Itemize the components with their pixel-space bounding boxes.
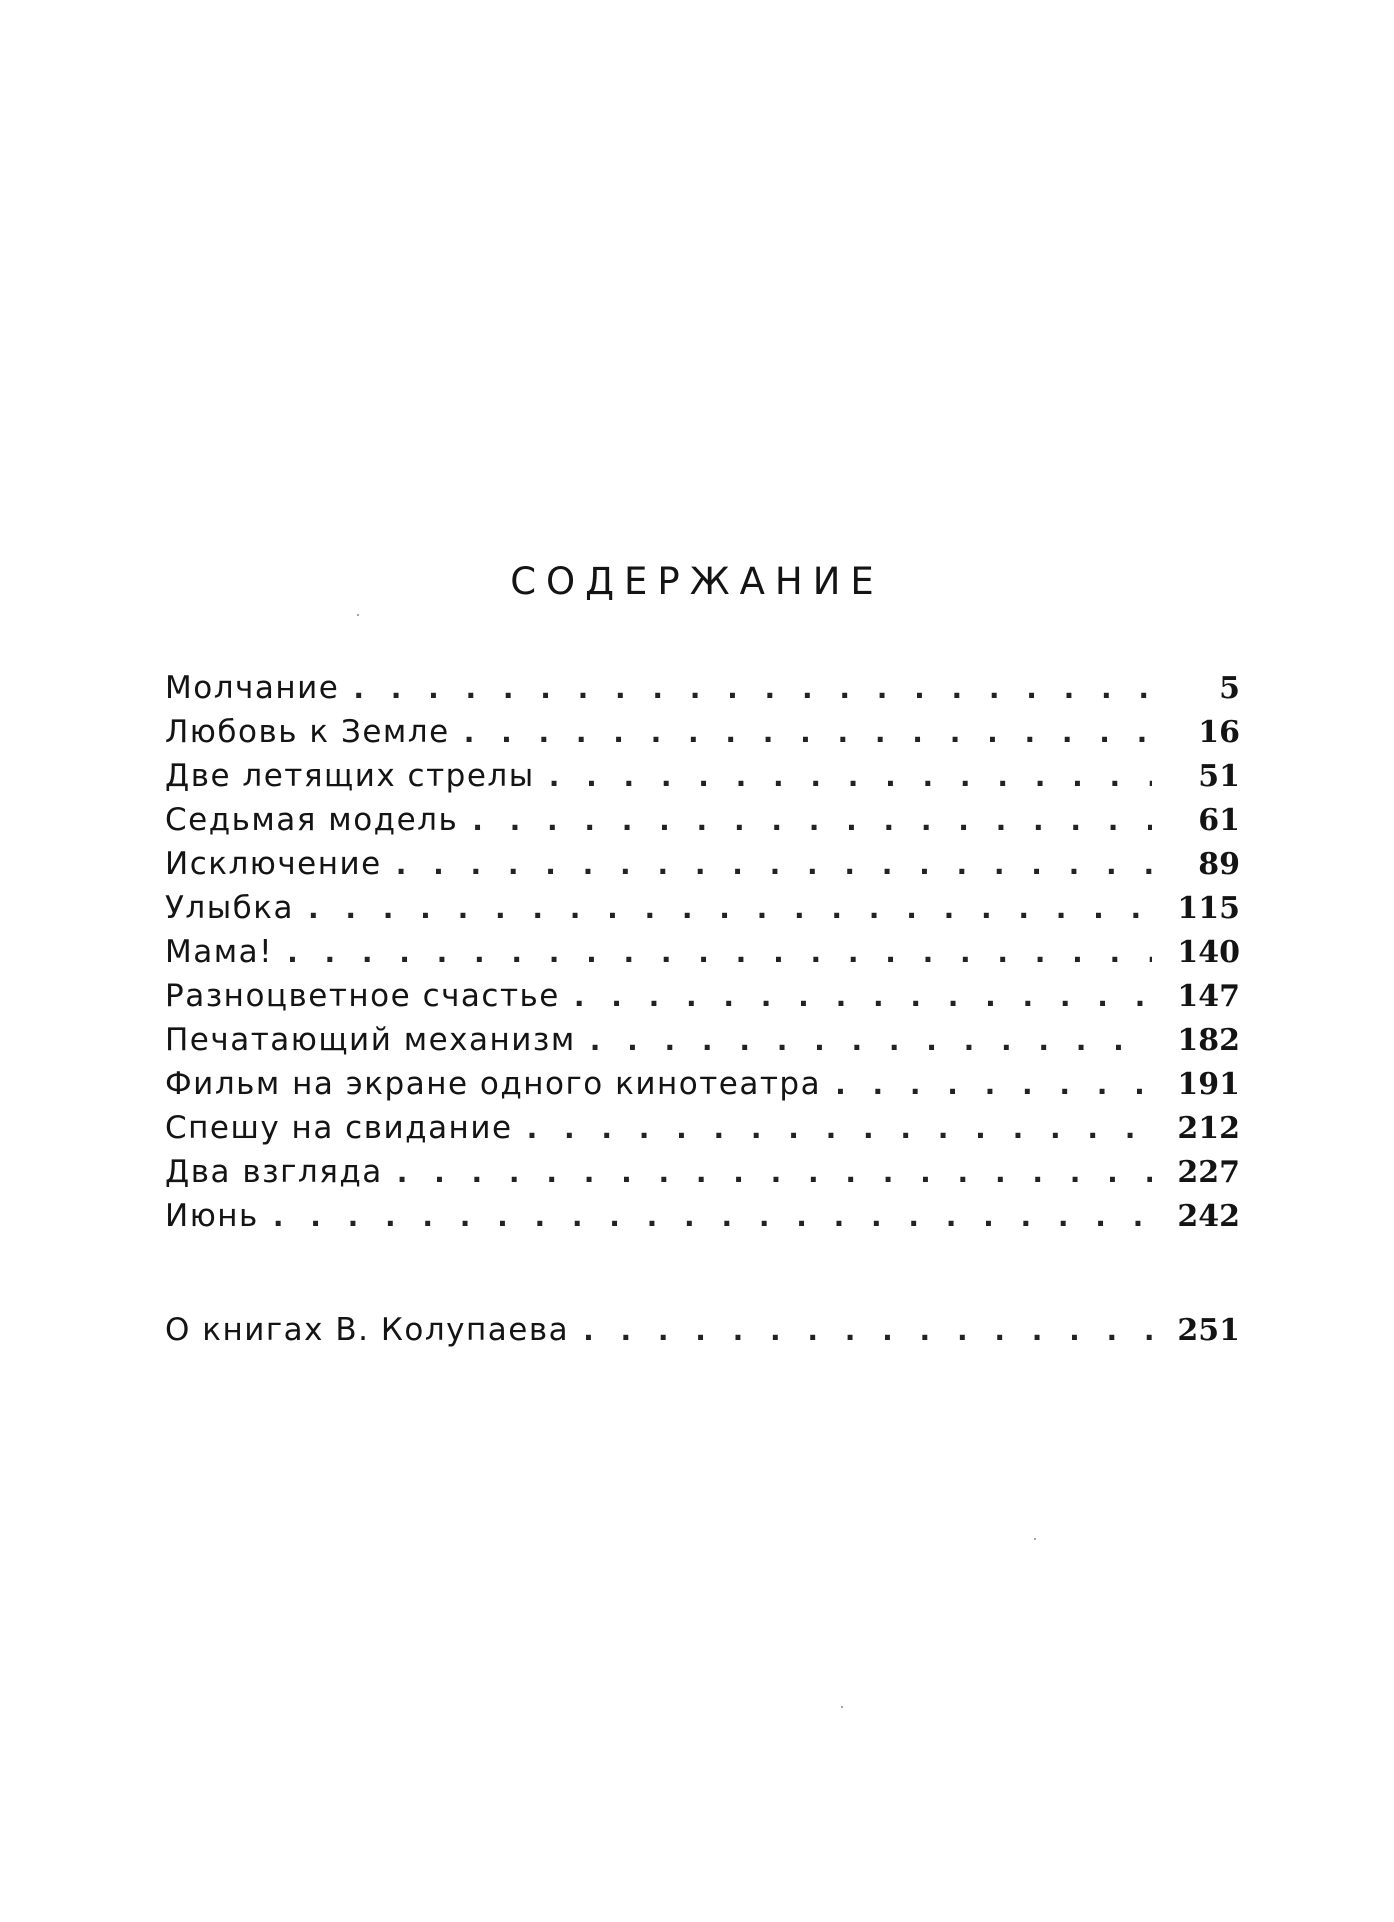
- toc-entry-afterword: [165, 1312, 1240, 1356]
- dot-leader: [464, 716, 1152, 749]
- toc-entry: [165, 1110, 1240, 1154]
- paper-speck: [357, 614, 359, 616]
- toc-entry-page-number: 242: [1177, 1199, 1240, 1234]
- toc-entry-title: Июнь: [165, 1198, 259, 1234]
- toc-entry-page-number: 16: [1198, 715, 1240, 750]
- dot-leader: [472, 804, 1152, 837]
- table-of-contents-heading: СОДЕРЖАНИЕ: [510, 560, 884, 603]
- toc-entry: [165, 802, 1240, 846]
- dot-leader: [549, 760, 1152, 793]
- toc-entry-page-number: 140: [1177, 935, 1240, 970]
- dot-leader: [835, 1068, 1152, 1101]
- toc-entry-title: Две летящих стрелы: [165, 758, 535, 794]
- toc-entry-page-number: 51: [1198, 759, 1240, 794]
- toc-entry-title: Фильм на экране одного кинотеатра: [165, 1066, 822, 1102]
- toc-entry-title: О книгах В. Колупаева: [165, 1312, 570, 1348]
- toc-entry: [165, 934, 1240, 978]
- toc-entry: [165, 978, 1240, 1022]
- toc-entry-page-number: 191: [1177, 1067, 1240, 1102]
- paper-speck: [841, 1706, 843, 1708]
- toc-entry-title: Разноцветное счастье: [165, 978, 560, 1014]
- toc-entry-page-number: 147: [1177, 979, 1240, 1014]
- dot-leader: [396, 848, 1152, 881]
- toc-entry-page-number: 89: [1198, 847, 1240, 882]
- toc-entry: [165, 1198, 1240, 1242]
- toc-entry-title: Два взгляда: [165, 1154, 383, 1190]
- dot-leader: [397, 1156, 1152, 1189]
- toc-entry-title: Седьмая модель: [165, 802, 459, 838]
- dot-leader: [583, 1314, 1152, 1347]
- toc-entry-page-number: 212: [1177, 1111, 1240, 1146]
- toc-entry-title: Улыбка: [165, 890, 295, 926]
- toc-entry-page-number: 227: [1177, 1155, 1240, 1190]
- toc-entry-title: Мама!: [165, 934, 274, 970]
- toc-entry: [165, 890, 1240, 934]
- toc-entry-page-number: 61: [1198, 803, 1240, 838]
- toc-entry-page-number: 182: [1177, 1023, 1240, 1058]
- toc-entry-title: Спешу на свидание: [165, 1110, 513, 1146]
- afterword-section: [165, 1312, 1240, 1356]
- toc-entry: [165, 670, 1240, 714]
- toc-entry-title: Любовь к Земле: [165, 714, 450, 750]
- dot-leader: [273, 1200, 1152, 1233]
- dot-leader: [574, 980, 1152, 1013]
- dot-leader: [527, 1112, 1152, 1145]
- table-of-contents-list: [165, 670, 1240, 1242]
- toc-entry: [165, 1066, 1240, 1110]
- toc-entry-page-number: 5: [1219, 671, 1240, 706]
- toc-entry: [165, 1154, 1240, 1198]
- toc-entry: [165, 846, 1240, 890]
- toc-entry-page-number: 251: [1177, 1313, 1240, 1348]
- toc-entry: [165, 714, 1240, 758]
- dot-leader: [287, 936, 1152, 969]
- dot-leader: [590, 1024, 1152, 1057]
- paper-speck: [1034, 1538, 1036, 1540]
- toc-entry-title: Печатающий механизм: [165, 1022, 576, 1058]
- toc-entry-title: Исключение: [165, 846, 382, 882]
- dot-leader: [308, 892, 1152, 925]
- toc-entry: [165, 758, 1240, 802]
- dot-leader: [353, 672, 1152, 705]
- toc-entry: [165, 1022, 1240, 1066]
- toc-entry-page-number: 115: [1177, 891, 1240, 926]
- toc-entry-title: Молчание: [165, 670, 340, 706]
